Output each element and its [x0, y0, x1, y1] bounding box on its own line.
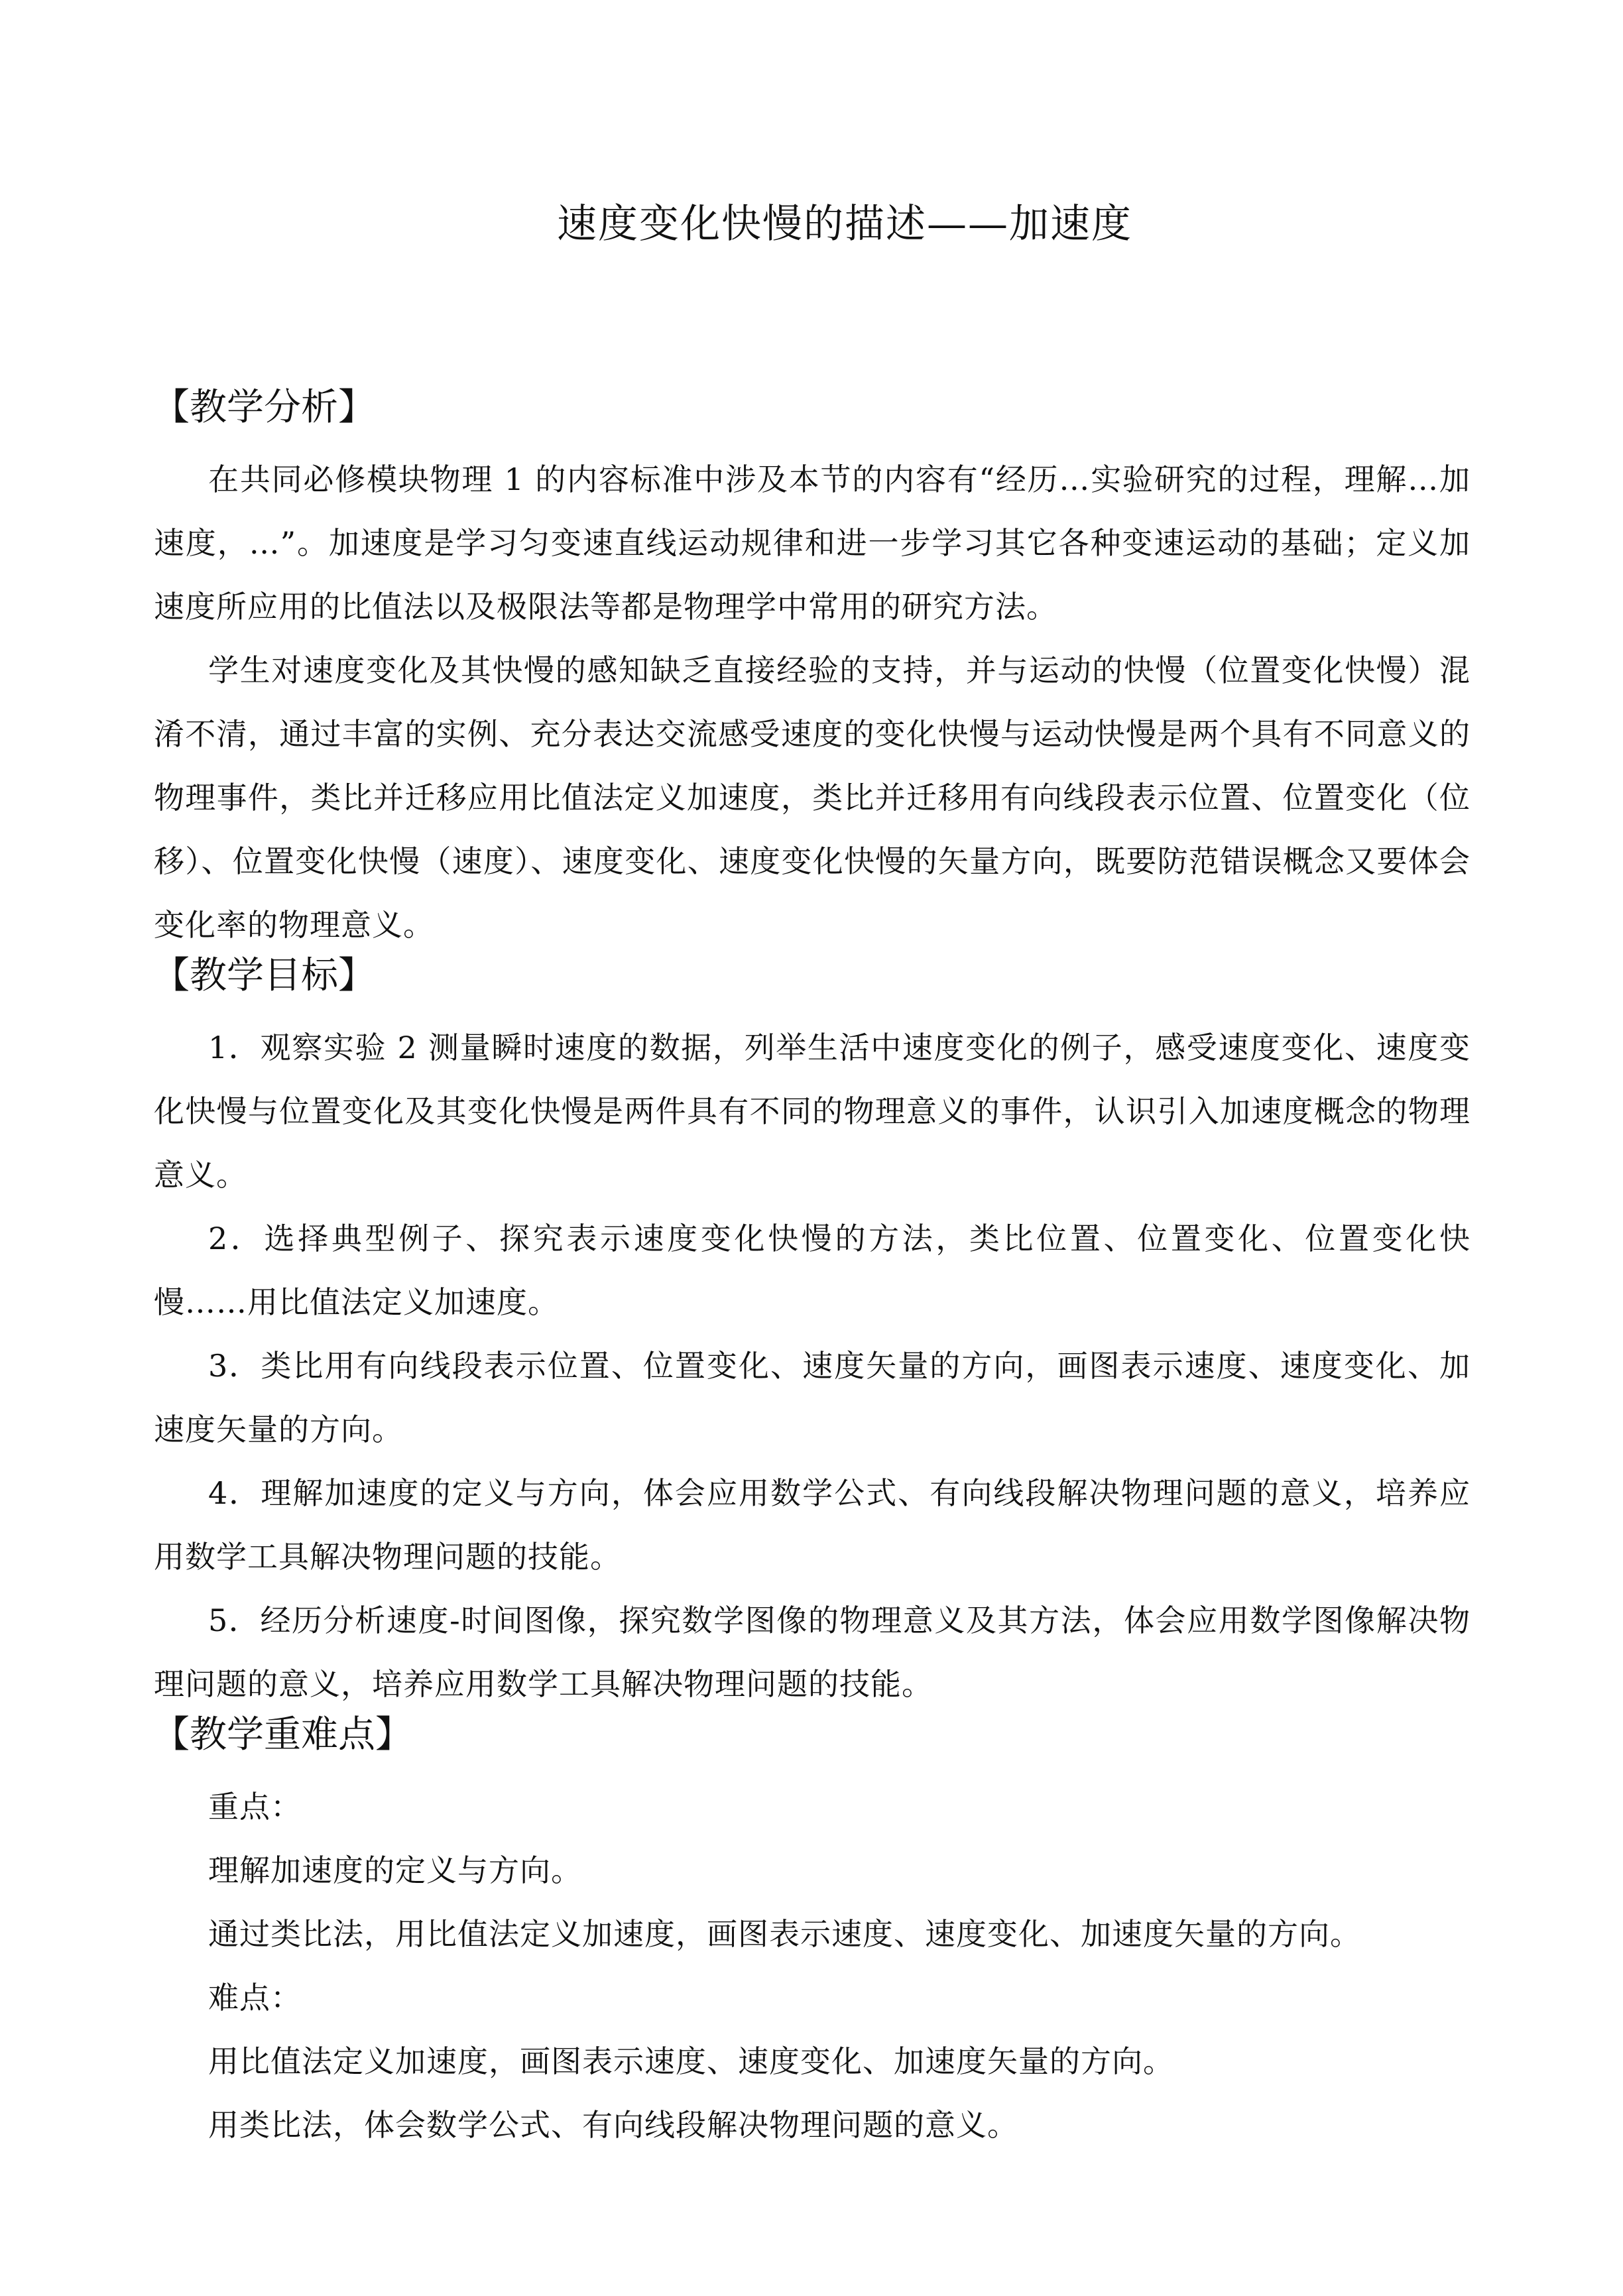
section-heading-analysis: 【教学分析】	[152, 386, 375, 429]
key-item-1: 理解加速度的定义与方向。	[208, 1852, 582, 1888]
goal-item-5: 5．经历分析速度-时间图像，探究数学图像的物理意义及其方法，体会应用数学图像解决物理问题的意义，培养应用数学工具解决物理问题的技能。	[154, 1602, 1471, 1702]
goal-item-3: 3．类比用有向线段表示位置、位置变化、速度矢量的方向，画图表示速度、速度变化、加速度矢量的方向。	[154, 1348, 1471, 1447]
difficult-item-1: 用比值法定义加速度，画图表示速度、速度变化、加速度矢量的方向。	[208, 2043, 1174, 2079]
page-title: 速度变化快慢的描述——加速度	[557, 201, 1132, 247]
section-heading-goals: 【教学目标】	[152, 954, 375, 997]
goal-item-4: 4．理解加速度的定义与方向，体会应用数学公式、有向线段解决物理问题的意义，培养应用数学工具解决物理问题的技能。	[154, 1475, 1471, 1575]
analysis-paragraph-2: 学生对速度变化及其快慢的感知缺乏直接经验的支持，并与运动的快慢（位置变化快慢）混淆不清，通过丰富的实例、充分表达交流感受速度的变化快慢与运动快慢是两个具有不同意义的物理事件，类比并迁移应用比值法定义加速度，类比并迁移用有向线段表示位置、位置变化（位移）、位置变化快慢（速度）、速度变化、速度变化快慢的矢量方向，既要防范错误概念又要体会变化率的物理意义。	[154, 652, 1471, 943]
section-heading-keypoints: 【教学重难点】	[152, 1713, 412, 1756]
goal-item-2: 2．选择典型例子、探究表示速度变化快慢的方法，类比位置、位置变化、位置变化快慢……用比值法定义加速度。	[154, 1221, 1471, 1320]
key-item-2: 通过类比法，用比值法定义加速度，画图表示速度、速度变化、加速度矢量的方向。	[208, 1916, 1361, 1952]
analysis-paragraph-1: 在共同必修模块物理 1 的内容标准中涉及本节的内容有“经历…实验研究的过程，理解…加速度，…”。加速度是学习匀变速直线运动规律和进一步学习其它各种变速运动的基础；定义加速度所应用的比值法以及极限法等都是物理学中常用的研究方法。	[154, 461, 1471, 625]
difficult-label: 难点：	[208, 1980, 302, 2016]
difficult-item-2: 用类比法，体会数学公式、有向线段解决物理问题的意义。	[208, 2107, 1018, 2143]
key-label: 重点：	[208, 1789, 302, 1825]
goal-item-1: 1．观察实验 2 测量瞬时速度的数据，列举生活中速度变化的例子，感受速度变化、速度变化快慢与位置变化及其变化快慢是两件具有不同的物理意义的事件，认识引入加速度概念的物理意义。	[154, 1030, 1471, 1193]
document-body	[154, 385, 1471, 2157]
